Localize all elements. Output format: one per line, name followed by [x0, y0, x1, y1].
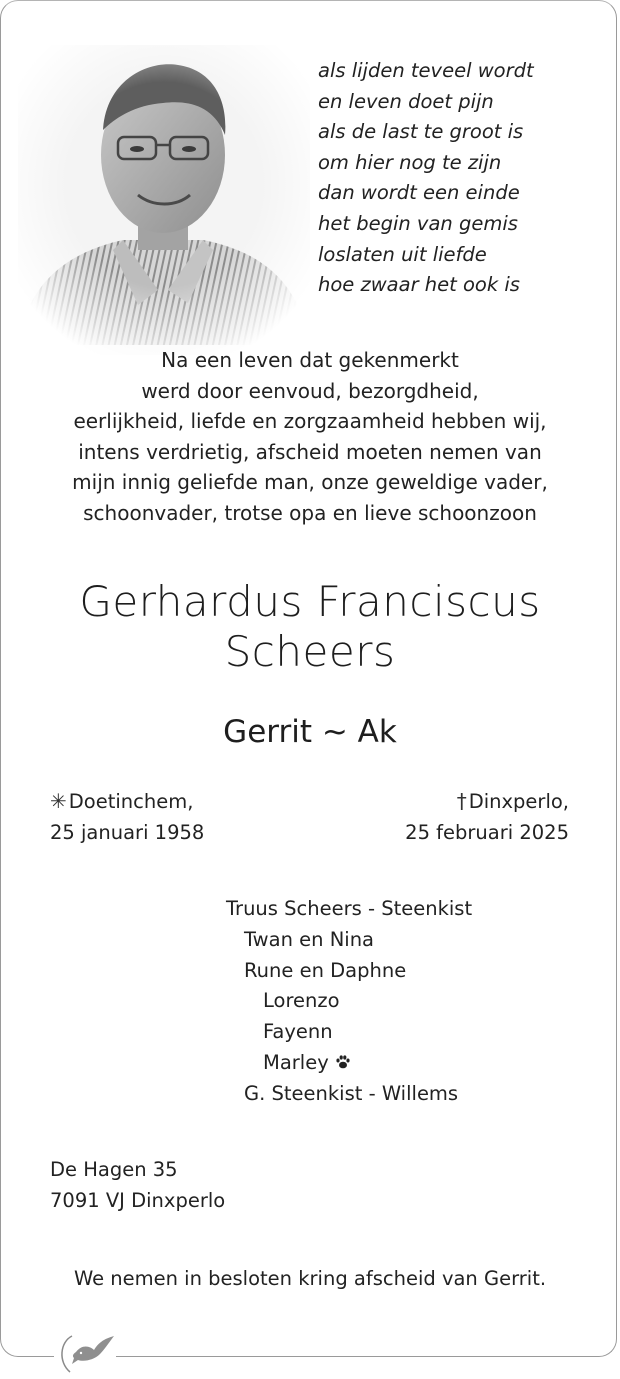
address	[50, 1155, 225, 1216]
deceased-name	[20, 577, 600, 677]
grandchild-row	[226, 1048, 472, 1079]
death-date: 25 februari 2025	[405, 820, 569, 844]
poem-line: om hier nog te zijn	[318, 150, 502, 174]
address-city: 7091 VJ Dinxperlo	[50, 1188, 226, 1212]
birth-info	[50, 786, 204, 848]
intro-line: werd door eenvoud, bezorgdheid,	[141, 378, 479, 403]
spouse: Truus Scheers - Steenkist	[226, 897, 473, 920]
poem-line: loslaten uit liefde	[318, 242, 487, 266]
paw-icon	[335, 1054, 351, 1070]
surname: Scheers	[224, 627, 396, 676]
birth-place: Doetinchem,	[68, 790, 194, 813]
given-names: Gerhardus Franciscus	[79, 577, 541, 626]
child: Rune en Daphne	[244, 958, 407, 982]
death-info	[405, 786, 569, 848]
poem-line: als de last te groot is	[318, 120, 524, 144]
dove-icon	[54, 1330, 116, 1375]
nickname: Gerrit ~ Ak	[223, 714, 397, 750]
mother-in-law: G. Steenkist - Willems	[244, 1081, 459, 1105]
family-list	[226, 894, 472, 1110]
intro-line: intens verdrietig, afscheid moeten nemen van	[78, 439, 542, 464]
poem-line: als lijden teveel wordt	[318, 59, 534, 82]
grandchild: Lorenzo	[263, 989, 340, 1013]
poem-line: en leven doet pijn	[318, 89, 494, 113]
poem-line: het begin van gemis	[318, 211, 518, 235]
poem	[318, 56, 534, 301]
grandchild: Fayenn	[263, 1020, 333, 1044]
intro-line: Na een leven dat gekenmerkt	[161, 348, 459, 372]
birth-star-icon: ✳	[50, 789, 67, 813]
child: Twan en Nina	[244, 927, 375, 951]
intro-line: eerlijkheid, liefde en zorgzaamheid hebben wij,	[73, 409, 547, 434]
intro-text	[20, 345, 600, 529]
birth-date: 25 januari 1958	[50, 820, 205, 844]
poem-line: dan wordt een einde	[318, 181, 520, 205]
portrait-photo	[18, 45, 310, 355]
death-place: Dinxperlo,	[468, 790, 569, 813]
address-street: De Hagen 35	[50, 1158, 178, 1181]
closing-text: We nemen in besloten kring afscheid van Gerrit.	[73, 1267, 547, 1290]
intro-line: mijn innig geliefde man, onze geweldige vader,	[72, 470, 548, 495]
death-cross-icon: †	[456, 789, 467, 813]
poem-line: hoe zwaar het ook is	[318, 273, 520, 297]
grandchild: Marley	[263, 1050, 329, 1074]
intro-line: schoonvader, trotse opa en lieve schoonzoon	[83, 500, 537, 525]
